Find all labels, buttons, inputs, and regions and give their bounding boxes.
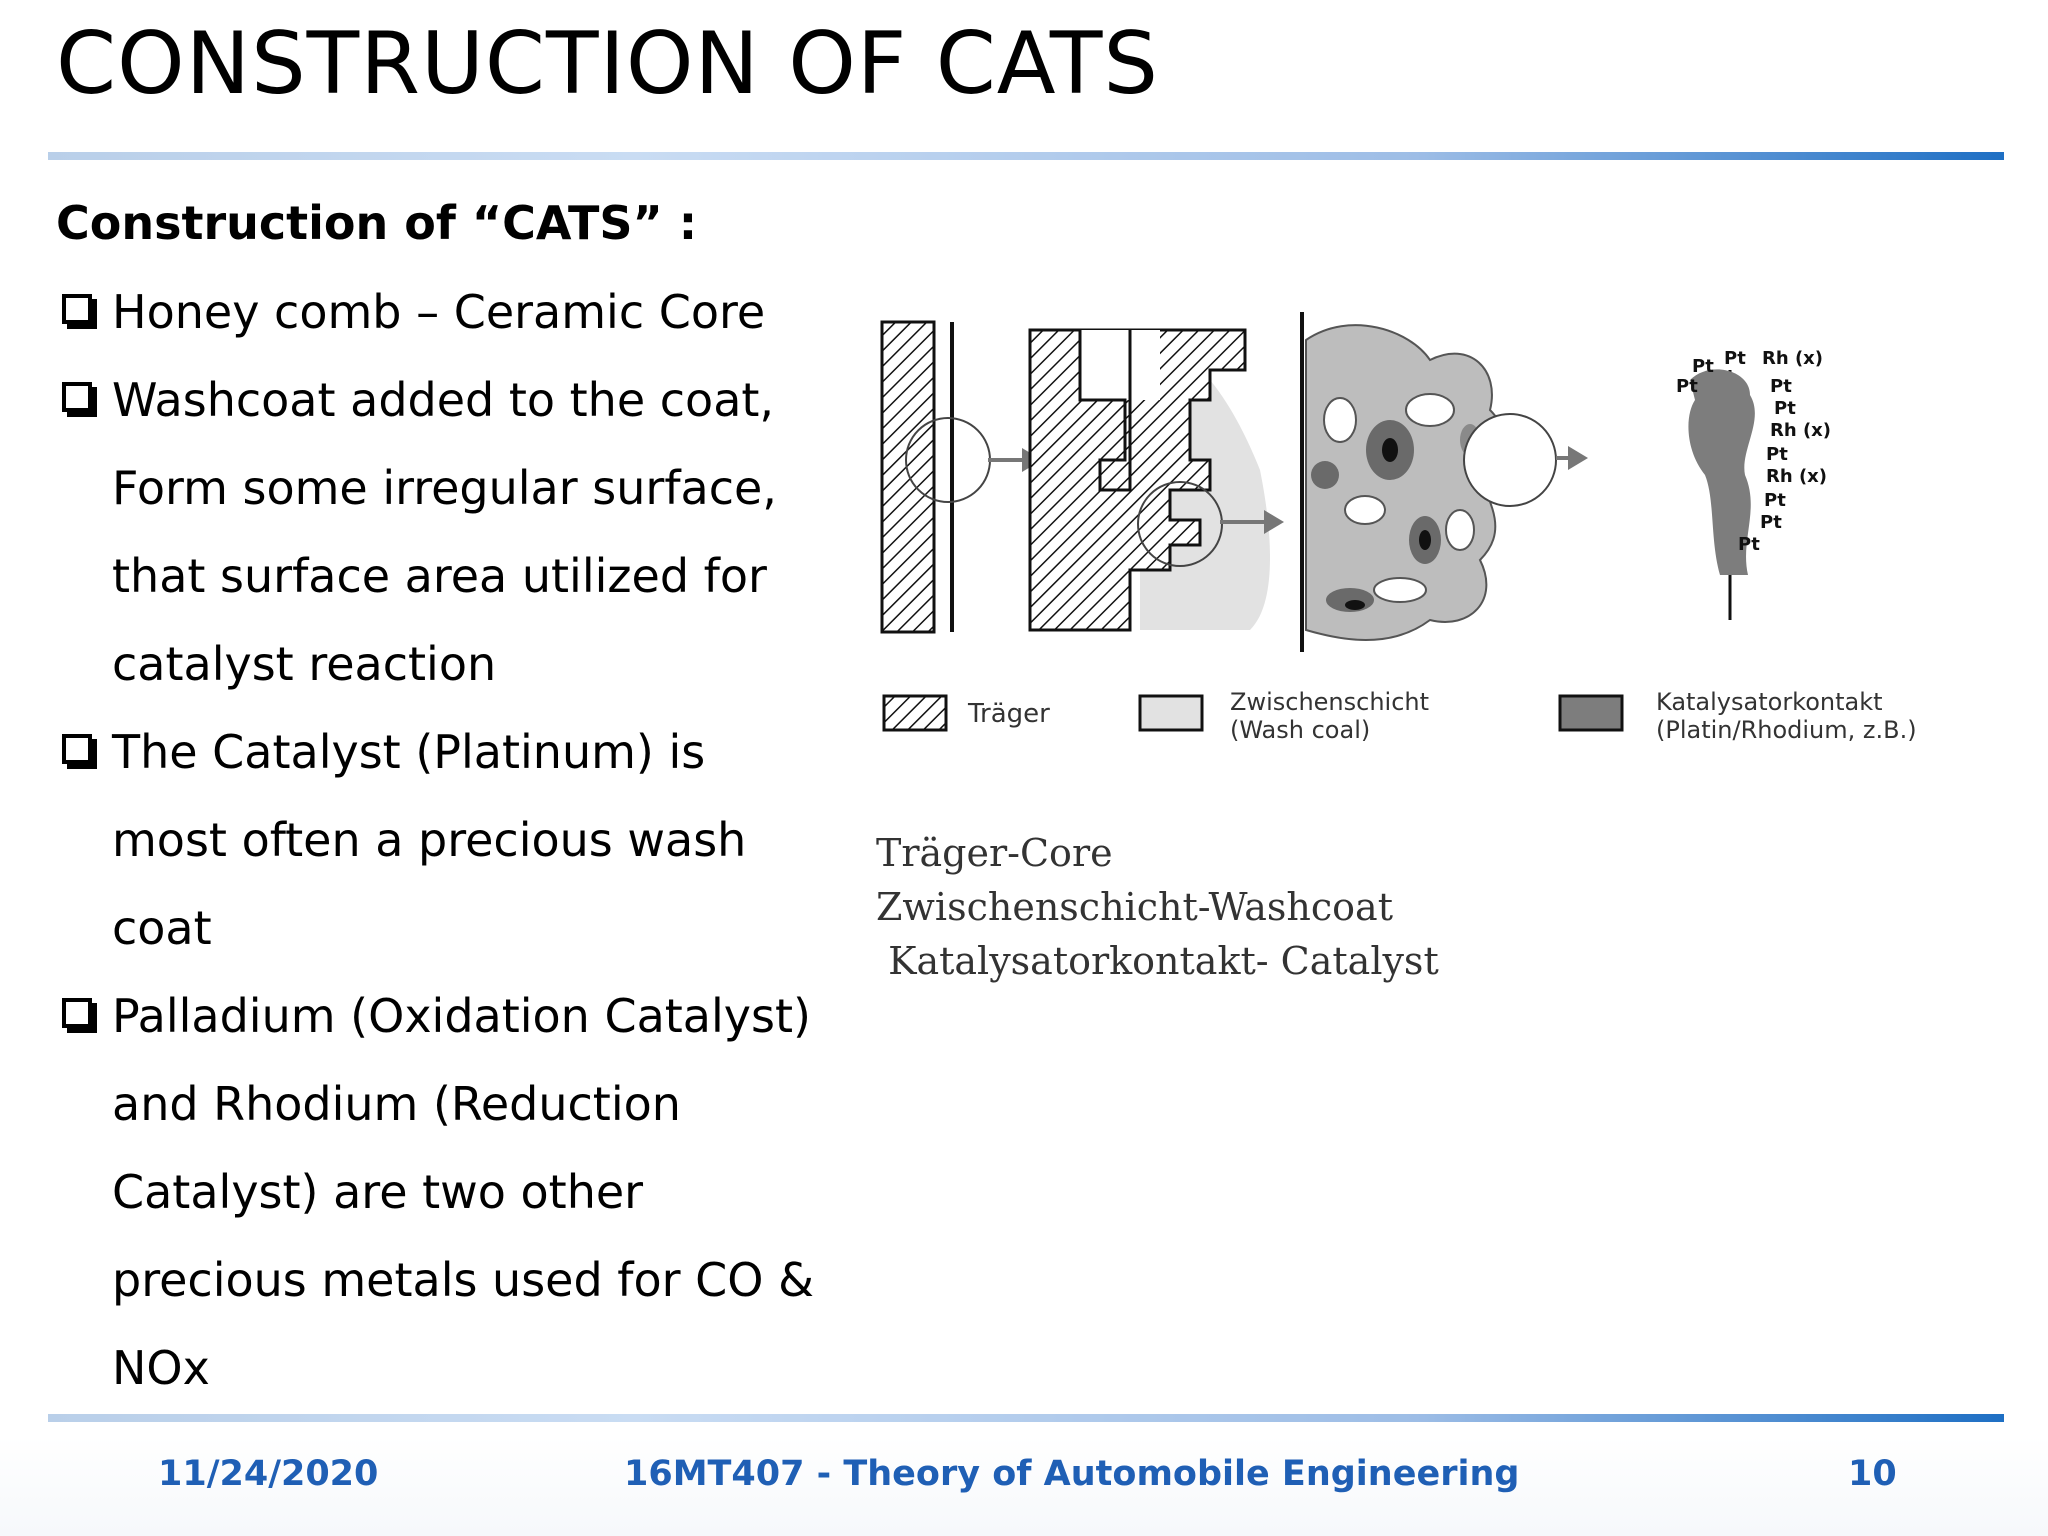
pt-label: Pt <box>1676 376 1698 397</box>
rh-label: Rh (x) <box>1770 420 1832 441</box>
checkbox-bullet-icon <box>62 382 92 412</box>
figure-caption <box>876 826 1439 988</box>
legend-carrier-label: Träger <box>968 699 1050 729</box>
carrier-panel <box>882 322 1042 632</box>
bullet-item <box>56 356 856 708</box>
bullet-line: precious metals used for CO & <box>112 1253 814 1307</box>
footer-date: 11/24/2020 <box>158 1454 379 1494</box>
bullet-line: coat <box>112 901 212 955</box>
bullet-line: Washcoat added to the coat, <box>112 373 775 427</box>
slide-subtitle: Construction of “CATS” : <box>56 196 698 250</box>
pt-label: Pt <box>1760 512 1782 533</box>
bullet-line: NOx <box>112 1341 210 1395</box>
bullet-line: Catalyst) are two other <box>112 1165 644 1219</box>
rh-label: Rh (x) <box>1766 466 1828 487</box>
pt-label: Pt <box>1738 534 1760 555</box>
caption-line: Träger-Core <box>876 831 1113 875</box>
bullet-item <box>56 268 856 356</box>
bullet-line: that surface area utilized for <box>112 549 767 603</box>
bullet-item <box>56 708 856 972</box>
bullet-line: catalyst reaction <box>112 637 497 691</box>
particle-detail-panel <box>1676 348 1831 620</box>
washcoat-panel <box>1030 330 1284 630</box>
checkbox-bullet-icon <box>62 734 92 764</box>
footer-divider <box>48 1414 2004 1422</box>
bullet-line: Honey comb – Ceramic Core <box>112 285 766 339</box>
legend-catalyst-sublabel: (Platin/Rhodium, z.B.) <box>1656 716 1917 744</box>
checkbox-bullet-icon <box>62 998 92 1028</box>
caption-line: Katalysatorkontakt- Catalyst <box>876 939 1439 983</box>
title-divider <box>48 152 2004 160</box>
catalyst-construction-diagram <box>870 300 2048 800</box>
rh-label: Rh (x) <box>1762 348 1824 369</box>
slide-footer <box>0 1436 2048 1536</box>
slide-title: CONSTRUCTION OF CATS <box>56 14 1160 114</box>
bullet-list <box>56 268 856 1412</box>
bullet-line: Palladium (Oxidation Catalyst) <box>112 989 811 1043</box>
pt-label: Pt <box>1774 398 1796 419</box>
pt-label: Pt <box>1692 356 1714 377</box>
bullet-line: most often a precious wash <box>112 813 747 867</box>
porous-layer-panel <box>1302 312 1588 652</box>
footer-course-title: 16MT407 - Theory of Automobile Engineering <box>624 1454 1520 1494</box>
bullet-line: Form some irregular surface, <box>112 461 777 515</box>
legend-interlayer-label: Zwischenschicht <box>1230 688 1430 716</box>
legend-catalyst-label: Katalysatorkontakt <box>1656 688 1883 716</box>
bullet-line: and Rhodium (Reduction <box>112 1077 681 1131</box>
pt-label: Pt <box>1766 444 1788 465</box>
pt-label: Pt <box>1724 348 1746 369</box>
footer-page-number: 10 <box>1848 1454 1897 1494</box>
pt-label: Pt <box>1764 490 1786 511</box>
bullet-item <box>56 972 856 1412</box>
pt-label: Pt <box>1770 376 1792 397</box>
diagram-legend <box>884 688 1917 744</box>
caption-line: Zwischenschicht-Washcoat <box>876 885 1393 929</box>
legend-interlayer-sublabel: (Wash coal) <box>1230 716 1371 744</box>
bullet-line: The Catalyst (Platinum) is <box>112 725 706 779</box>
checkbox-bullet-icon <box>62 294 92 324</box>
